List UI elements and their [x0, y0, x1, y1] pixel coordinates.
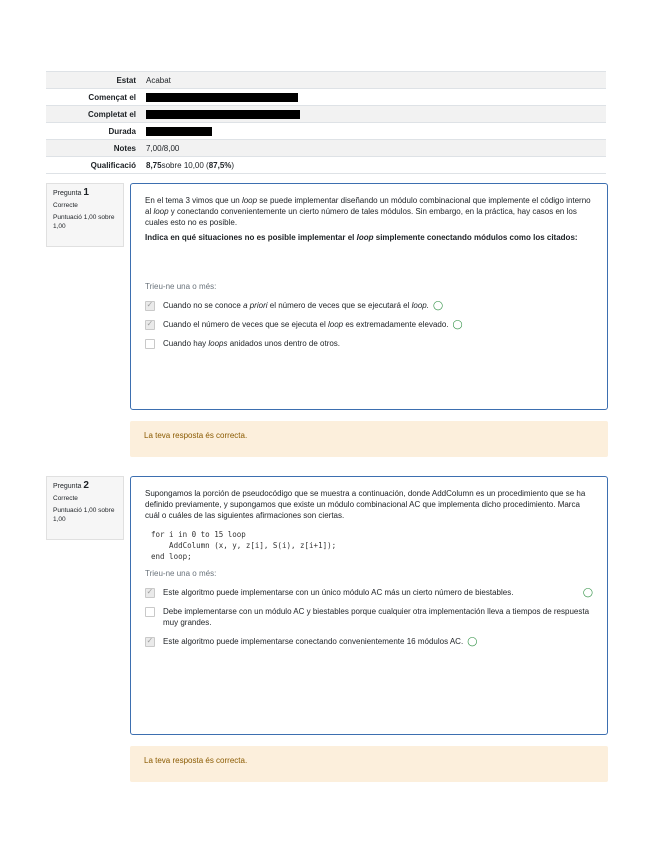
answer-option[interactable]: [145, 300, 593, 311]
check-circle-icon: ◯: [467, 636, 478, 646]
checkbox-checked-icon[interactable]: [145, 637, 155, 647]
checkbox-checked-icon[interactable]: [145, 320, 155, 330]
question-title: [53, 481, 117, 491]
answer-label: [163, 338, 340, 349]
summary-label: Durada: [108, 126, 136, 136]
summary-row-completed: [46, 106, 606, 123]
answer-prompt: Trieu-ne una o més:: [145, 282, 217, 291]
check-circle-icon: ◯︎: [432, 300, 444, 310]
question-status: Correcte: [53, 495, 78, 502]
text-em: loop: [241, 196, 258, 205]
text-part: se puede implementar diseñando un módulo combinacional que implemente el código interno al: [145, 196, 591, 216]
summary-value: [142, 127, 606, 136]
question-2-content: [130, 476, 608, 735]
checkbox-empty-icon[interactable]: [145, 339, 155, 349]
question-text: Supongamos la porción de pseudocódigo que se muestra a continuación, donde AddColumn es un procedimiento que se ha definido previamente, y supongamos que existe un módulo combinacional AC que implementa dicho procedimiento. Marca cuál o cuáles de las siguientes afirmaciones son ciertas.: [145, 489, 586, 520]
question-instruction: [145, 232, 593, 243]
attempt-summary-table: [46, 71, 606, 174]
question-label: Pregunta: [53, 190, 82, 197]
feedback-text: La teva resposta és correcta.: [144, 431, 248, 440]
grade-percent: 87,5%: [208, 160, 232, 170]
question-1-info: [46, 183, 124, 247]
checkbox-checked-icon[interactable]: [145, 588, 155, 598]
question-1-feedback: [130, 421, 608, 457]
answer-option[interactable]: [145, 319, 593, 330]
grade-mid: sobre 10,00 (: [161, 160, 209, 170]
checkbox-checked-icon[interactable]: [145, 301, 155, 311]
redaction-bar: [146, 110, 300, 119]
question-score: Puntuació 1,00 sobre 1,00: [53, 214, 115, 230]
summary-value: Acabat: [146, 75, 171, 85]
check-circle-icon: ◯: [452, 319, 463, 329]
summary-label: Completat el: [87, 109, 136, 119]
redaction-bar: [146, 127, 212, 136]
question-1-content: [130, 183, 608, 410]
answer-label: [163, 319, 463, 330]
summary-row-duration: [46, 123, 606, 140]
text-part: anidados unos dentro de otros.: [227, 339, 341, 348]
checkbox-empty-icon[interactable]: [145, 607, 155, 617]
question-number: 1: [83, 187, 89, 198]
text-part: Cuando hay: [163, 339, 209, 348]
question-label: Pregunta: [53, 483, 82, 490]
text-part: y conectando convenientemente un cierto número de tales módulos. Sin embargo, en la práctica, hay casos en los cuales esto no es posible.: [145, 207, 577, 227]
text-part: simplemente conectando módulos como los citados:: [373, 233, 578, 242]
text-part: es extremadamente elevado.: [343, 320, 449, 329]
summary-row-started: [46, 89, 606, 106]
text-part: Indica en qué situaciones no es posible implementar el: [145, 233, 357, 242]
text-part: Cuando el número de veces que se ejecuta el: [163, 320, 328, 329]
answer-label: [163, 300, 443, 311]
question-title: [53, 188, 117, 198]
redaction-bar: [146, 93, 298, 102]
answer-option[interactable]: [145, 606, 593, 628]
text-em: loops: [208, 339, 228, 348]
text-em: loop: [356, 233, 374, 242]
question-2-info: [46, 476, 124, 540]
question-text: [145, 195, 593, 228]
grade-value: 8,75: [146, 160, 162, 170]
summary-row-state: [46, 72, 606, 89]
summary-label: Començat el: [88, 92, 136, 102]
question-number: 2: [83, 480, 89, 491]
text-part: En el tema 3 vimos que un: [145, 196, 242, 205]
feedback-text: La teva resposta és correcta.: [144, 756, 248, 765]
summary-value: [142, 110, 606, 119]
answer-label: Debe implementarse con un módulo AC y biestables porque cualquier otra implementación lleva a tiempos de respuesta muy grandes.: [163, 607, 590, 627]
question-score: Puntuació 1,00 sobre 1,00: [53, 507, 115, 523]
pseudocode-block: for i in 0 to 15 loop AddColumn (x, y, z[i], S(i), z[i+1]); end loop;: [151, 530, 337, 561]
question-2-feedback: [130, 746, 608, 782]
text-part: el número de veces que se ejecutará el: [267, 301, 412, 310]
summary-label: Qualificació: [90, 160, 136, 170]
summary-row-marks: [46, 140, 606, 157]
answer-option[interactable]: [145, 338, 593, 349]
summary-value: 7,00/8,00: [146, 143, 180, 153]
summary-label: Notes: [113, 143, 136, 153]
text-part: Cuando no se conoce: [163, 301, 244, 310]
text-em: loop.: [411, 301, 429, 310]
summary-row-grade: [46, 157, 606, 174]
summary-value: [142, 93, 606, 102]
answer-prompt: Trieu-ne una o més:: [145, 569, 217, 578]
question-status: Correcte: [53, 202, 78, 209]
answer-option[interactable]: [145, 636, 593, 647]
answer-label: Este algoritmo puede implementarse conectando convenientemente 16 módulos AC.: [163, 637, 464, 646]
summary-label: Estat: [116, 75, 136, 85]
answer-option[interactable]: [145, 587, 593, 598]
grade-end: ): [231, 160, 235, 170]
text-em: loop: [153, 207, 169, 216]
text-em: a priori: [243, 301, 268, 310]
summary-value: [142, 161, 606, 170]
check-circle-icon: ◯: [582, 587, 593, 597]
answer-label: Este algoritmo puede implementarse con un único módulo AC más un cierto número de biestables.: [163, 588, 514, 597]
text-em: loop: [328, 320, 344, 329]
